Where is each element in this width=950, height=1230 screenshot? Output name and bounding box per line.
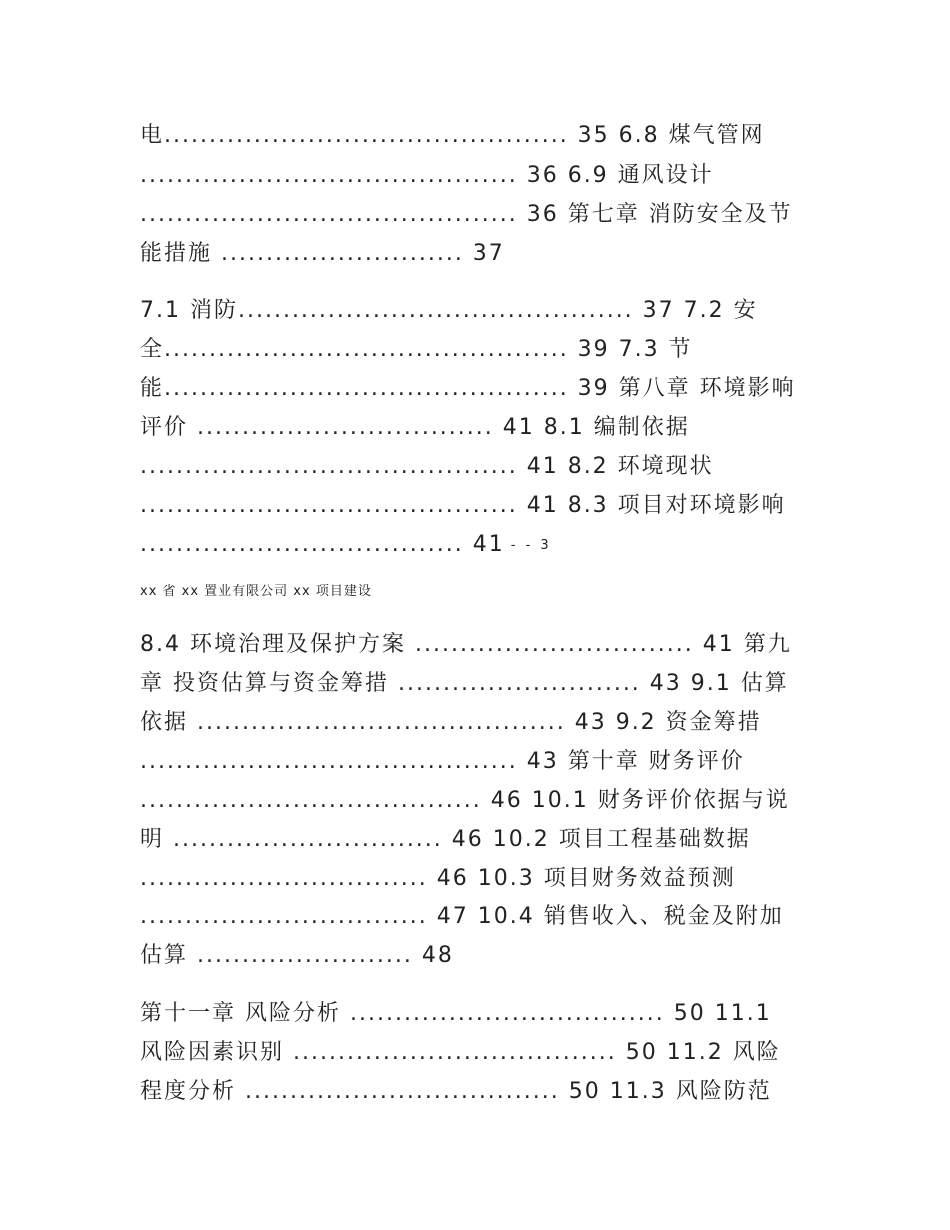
toc-line: ................................ 46 10.3 项目财务效益预测 <box>140 866 736 891</box>
toc-line: .......................................... 41 8.2 环境现状 <box>140 454 714 479</box>
toc-line: 第十一章 风险分析 ................................... 50 11.1 <box>140 1001 772 1026</box>
toc-line: 能............................................. 39 第八章 环境影响 <box>140 376 796 401</box>
toc-line: .......................................... 41 8.3 项目对环境影响 <box>140 493 786 518</box>
toc-line: 依据 ......................................... 43 9.2 资金筹措 <box>140 710 762 735</box>
toc-line: 估算 ........................ 48 <box>140 943 454 968</box>
toc-line: .......................................... 36 第七章 消防安全及节 <box>140 202 793 227</box>
toc-line: ................................ 47 10.4 销售收入、税金及附加 <box>140 904 784 929</box>
toc-line: .......................................... 43 第十章 财务评价 <box>140 749 745 774</box>
running-header: xx 省 xx 置业有限公司 xx 项目建设 <box>140 584 372 599</box>
toc-line-last <box>140 530 552 561</box>
toc-line-text: .................................... 41 <box>140 532 505 557</box>
toc-line: 7.1 消防............................................ 37 7.2 安 <box>140 298 758 323</box>
toc-line: 风险因素识别 .................................... 50 11.2 风险 <box>140 1040 781 1065</box>
toc-line: ...................................... 46 10.1 财务评价依据与说 <box>140 788 790 813</box>
toc-line: .......................................... 36 6.9 通风设计 <box>140 163 714 188</box>
toc-line: 明 .............................. 46 10.2 项目工程基础数据 <box>140 827 751 852</box>
toc-line: 能措施 ........................... 37 <box>140 241 505 266</box>
toc-line: 全............................................. 39 7.3 节 <box>140 337 693 362</box>
toc-line: 章 投资估算与资金筹措 ........................... 43 9.1 估算 <box>140 671 789 696</box>
page-number: - - 3 <box>510 538 552 553</box>
toc-line: 评价 ................................. 41 8.1 编制依据 <box>140 415 690 440</box>
toc-line: 电............................................. 35 6.8 煤气管网 <box>140 123 765 148</box>
toc-line: 程度分析 ................................... 50 11.3 风险防范 <box>140 1079 772 1104</box>
toc-line: 8.4 环境治理及保护方案 ............................... 41 第九 <box>140 632 792 657</box>
